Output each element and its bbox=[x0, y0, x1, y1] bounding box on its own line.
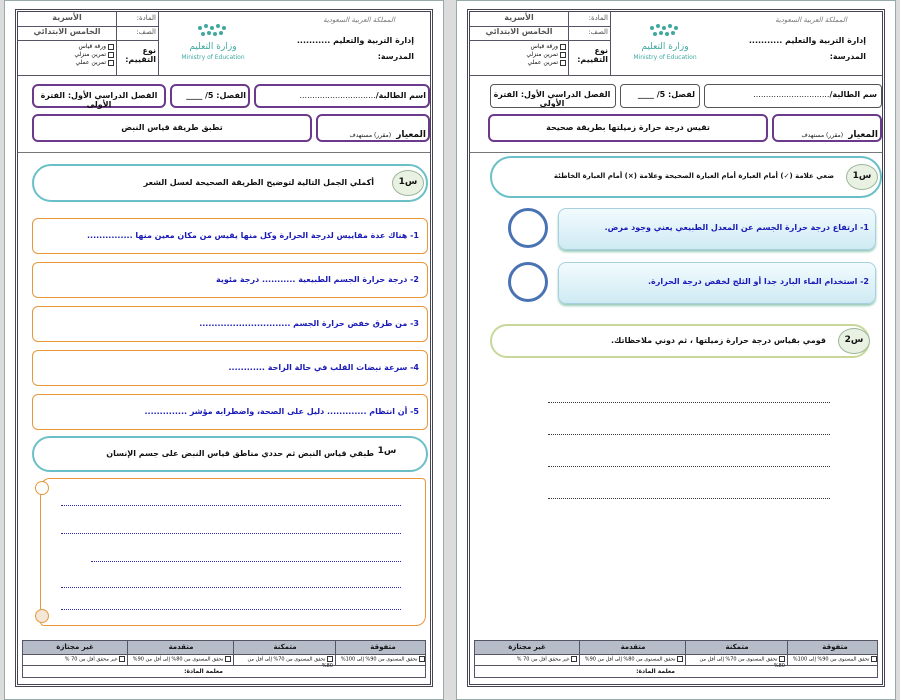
question-number-cloud-icon bbox=[838, 328, 870, 354]
statement-2-text: 2- استخدام الماء البارد جدا أو الثلج لخفض درجة الحرارة. bbox=[647, 277, 869, 286]
ministry-name: وزارة التعليم bbox=[641, 42, 689, 52]
question-2-bubble bbox=[490, 324, 870, 358]
school-label: المدرسة: bbox=[829, 52, 866, 61]
criterion-box bbox=[488, 114, 768, 142]
question-2-number: س1 bbox=[377, 446, 397, 456]
answer-circle-2[interactable] bbox=[508, 262, 548, 302]
rubric-table bbox=[474, 640, 878, 678]
ministry-name: وزارة التعليم bbox=[189, 42, 237, 52]
grade-value: الخامس الابتدائي bbox=[33, 27, 101, 36]
student-name-label: سم الطالبة/.............................. bbox=[753, 90, 877, 99]
answer-scroll[interactable] bbox=[40, 478, 426, 626]
assessment-type-options bbox=[476, 43, 566, 67]
type-option-3[interactable]: تمرين عملي bbox=[476, 59, 566, 67]
ministry-name-en: Ministry of Education bbox=[633, 54, 697, 61]
assessment-type-options bbox=[24, 43, 114, 67]
question-number-cloud-icon bbox=[846, 164, 878, 190]
term-box bbox=[32, 84, 166, 108]
statement-card-2 bbox=[558, 262, 876, 304]
teacher-label: معلمة المادة: bbox=[636, 668, 675, 675]
answer-line[interactable] bbox=[548, 434, 830, 435]
assessment-type-label: نوع التقييم: bbox=[125, 46, 156, 64]
admin-label: إدارة التربية والتعليم ........... bbox=[296, 36, 414, 45]
fill-item-4-text: 4- سرعة نبضات القلب في حالة الراحة ............ bbox=[228, 363, 419, 372]
rubric-desc-2[interactable]: تحقق المستوى من 70% إلى أقل من 80% bbox=[699, 656, 785, 669]
fill-item-1-text: 1- هناك عدة مقاييس لدرجة الحرارة وكل منها يقيس من مكان معين منها ............... bbox=[87, 231, 419, 240]
answer-circle-1[interactable] bbox=[508, 208, 548, 248]
rubric-desc-4[interactable]: غير محقق أقل من 70 % bbox=[25, 656, 125, 663]
fill-item-5[interactable] bbox=[32, 394, 428, 430]
statement-1-text: 1- ارتفاع درجة حرارة الجسم عن المعدل الطبيعي يعني وجود مرض. bbox=[604, 223, 869, 232]
grade-value: الخامس الابتدائي bbox=[485, 27, 553, 36]
rubric-desc-3[interactable]: تحقق المستوى من 80% إلى أقل من 90% bbox=[581, 656, 683, 663]
subject-label: المادة: bbox=[136, 14, 156, 22]
class-box[interactable] bbox=[620, 84, 700, 108]
grade-label: الصف: bbox=[588, 28, 608, 36]
question-1-bubble bbox=[32, 164, 428, 202]
rubric-level-1: متفوقة bbox=[822, 643, 848, 651]
question-1-text: ضعي علامة (✓) أمام العبارة أمام العبارة الصحيحة وعلامة (×) أمام العبارة الخاطئة bbox=[553, 172, 834, 180]
term-text: الفصل الدراسي الأول: الفترة الأولى bbox=[40, 91, 158, 109]
question-1-bubble bbox=[490, 156, 882, 198]
criterion-text: تطبق طريقة قياس النبض bbox=[121, 123, 223, 132]
page-frame bbox=[467, 9, 885, 687]
fill-item-3[interactable] bbox=[32, 306, 428, 342]
statement-card-1 bbox=[558, 208, 876, 250]
worksheet-left bbox=[4, 0, 444, 700]
question-1-number: س1 bbox=[398, 177, 418, 187]
kingdom-emblem-text: المملكة العربية السعودية bbox=[323, 16, 395, 24]
rubric-level-2: متقدمة bbox=[620, 643, 646, 651]
answer-line[interactable] bbox=[548, 402, 830, 403]
question-2-text: قومي بقياس درجة حرارة زميلتها ، ثم دوني ملاحظاتك. bbox=[610, 336, 826, 345]
question-1-text: أكملي الجمل التالية لتوضيح الطريقة الصحيحة لغسل الشعر bbox=[143, 178, 374, 187]
header bbox=[470, 12, 882, 76]
rubric-desc-3[interactable]: تحقق المستوى من 80% إلى أقل من 90% bbox=[129, 656, 231, 663]
question-2-text: طبقي قياس النبض ثم حددي مناطق قياس النبض على جسم الإنسان bbox=[106, 449, 374, 458]
type-option-1[interactable]: ورقة قياس bbox=[24, 43, 114, 51]
criterion-label: المعيار (مقرر) مستهدف bbox=[801, 130, 878, 140]
worksheet-right bbox=[456, 0, 896, 700]
answer-line[interactable] bbox=[61, 505, 401, 506]
answer-line[interactable] bbox=[61, 587, 401, 588]
ministry-logo bbox=[630, 24, 700, 64]
admin-label: إدارة التربية والتعليم ........... bbox=[748, 36, 866, 45]
question-1-number: س1 bbox=[852, 171, 872, 181]
class-box[interactable] bbox=[170, 84, 250, 108]
term-text: الفصل الدراسي الأول: الفترة الأولى bbox=[493, 90, 611, 108]
ministry-name-en: Ministry of Education bbox=[181, 54, 245, 61]
type-option-1[interactable]: ورقة قياس bbox=[476, 43, 566, 51]
answer-line[interactable] bbox=[61, 533, 401, 534]
rubric-desc-1[interactable]: تحقق المستوى من 90% إلى 100% bbox=[791, 656, 877, 663]
rubric-desc-1[interactable]: تحقق المستوى من 90% إلى 100% bbox=[339, 656, 425, 663]
fill-item-5-text: 5- أن انتظام ............. دليل على الصحة، واضطرابه مؤشر .............. bbox=[144, 407, 419, 416]
answer-line[interactable] bbox=[548, 498, 830, 499]
criterion-label-box bbox=[316, 114, 430, 142]
scroll-curl-icon bbox=[35, 609, 49, 623]
type-option-2[interactable]: تمرين منزلي bbox=[24, 51, 114, 59]
criterion-box bbox=[32, 114, 312, 142]
rubric-level-4: غير مجتازة bbox=[56, 643, 94, 651]
term-box bbox=[490, 84, 616, 108]
rubric-level-1: متفوقة bbox=[370, 643, 396, 651]
answer-line[interactable] bbox=[61, 609, 401, 610]
answer-line[interactable] bbox=[548, 466, 830, 467]
subject-value: الأسرية bbox=[504, 13, 534, 22]
header bbox=[18, 12, 430, 76]
type-option-3[interactable]: تمرين عملي bbox=[24, 59, 114, 67]
page-frame bbox=[15, 9, 433, 687]
rubric-level-2: متقدمة bbox=[168, 643, 194, 651]
type-option-2[interactable]: تمرين منزلي bbox=[476, 51, 566, 59]
logo-dots-icon bbox=[648, 24, 682, 40]
teacher-label: معلمة المادة: bbox=[184, 668, 223, 675]
rubric-table bbox=[22, 640, 426, 678]
rubric-level-3: متمكنة bbox=[273, 643, 297, 651]
class-label: الفصل: 5/ ____ bbox=[186, 91, 246, 100]
student-name-label: اسم الطالبة/.............................. bbox=[299, 91, 426, 100]
criterion-label-box bbox=[772, 114, 882, 142]
fill-item-1[interactable] bbox=[32, 218, 428, 254]
subject-value: الأسرية bbox=[52, 13, 82, 22]
fill-item-3-text: 3- من طرق خفض حرارة الجسم .............................. bbox=[199, 319, 419, 328]
scroll-curl-icon bbox=[35, 481, 49, 495]
fill-item-2[interactable] bbox=[32, 262, 428, 298]
school-label: المدرسة: bbox=[377, 52, 414, 61]
subject-label: المادة: bbox=[588, 14, 608, 22]
question-2-bubble bbox=[32, 436, 428, 472]
logo-dots-icon bbox=[196, 24, 230, 40]
rubric-desc-4[interactable]: غير محقق أقل من 70 % bbox=[477, 656, 577, 663]
answer-line[interactable] bbox=[91, 561, 401, 562]
class-label: لفصل: 5/ ____ bbox=[637, 90, 695, 99]
ministry-logo bbox=[178, 24, 248, 64]
kingdom-emblem-text: المملكة العربية السعودية bbox=[775, 16, 847, 24]
student-name-box[interactable] bbox=[704, 84, 882, 108]
rubric-level-4: غير مجتازة bbox=[508, 643, 546, 651]
assessment-type-label: نوع التقييم: bbox=[577, 46, 608, 64]
fill-item-2-text: 2- درجة حرارة الجسم الطبيعية ........... درجة مئوية bbox=[215, 275, 419, 284]
grade-label: الصف: bbox=[136, 28, 156, 36]
criterion-label: المعيار (مقرر) مستهدف bbox=[349, 130, 426, 140]
question-2-number: س2 bbox=[844, 335, 864, 345]
rubric-level-3: متمكنة bbox=[725, 643, 749, 651]
student-name-box[interactable] bbox=[254, 84, 430, 108]
rubric-desc-2[interactable]: تحقق المستوى من 70% إلى أقل من 80% bbox=[247, 656, 333, 669]
fill-item-4[interactable] bbox=[32, 350, 428, 386]
criterion-text: تقيس درجة حرارة زميلتها بطريقة صحيحة bbox=[546, 123, 710, 132]
question-number-cloud-icon bbox=[392, 170, 424, 196]
